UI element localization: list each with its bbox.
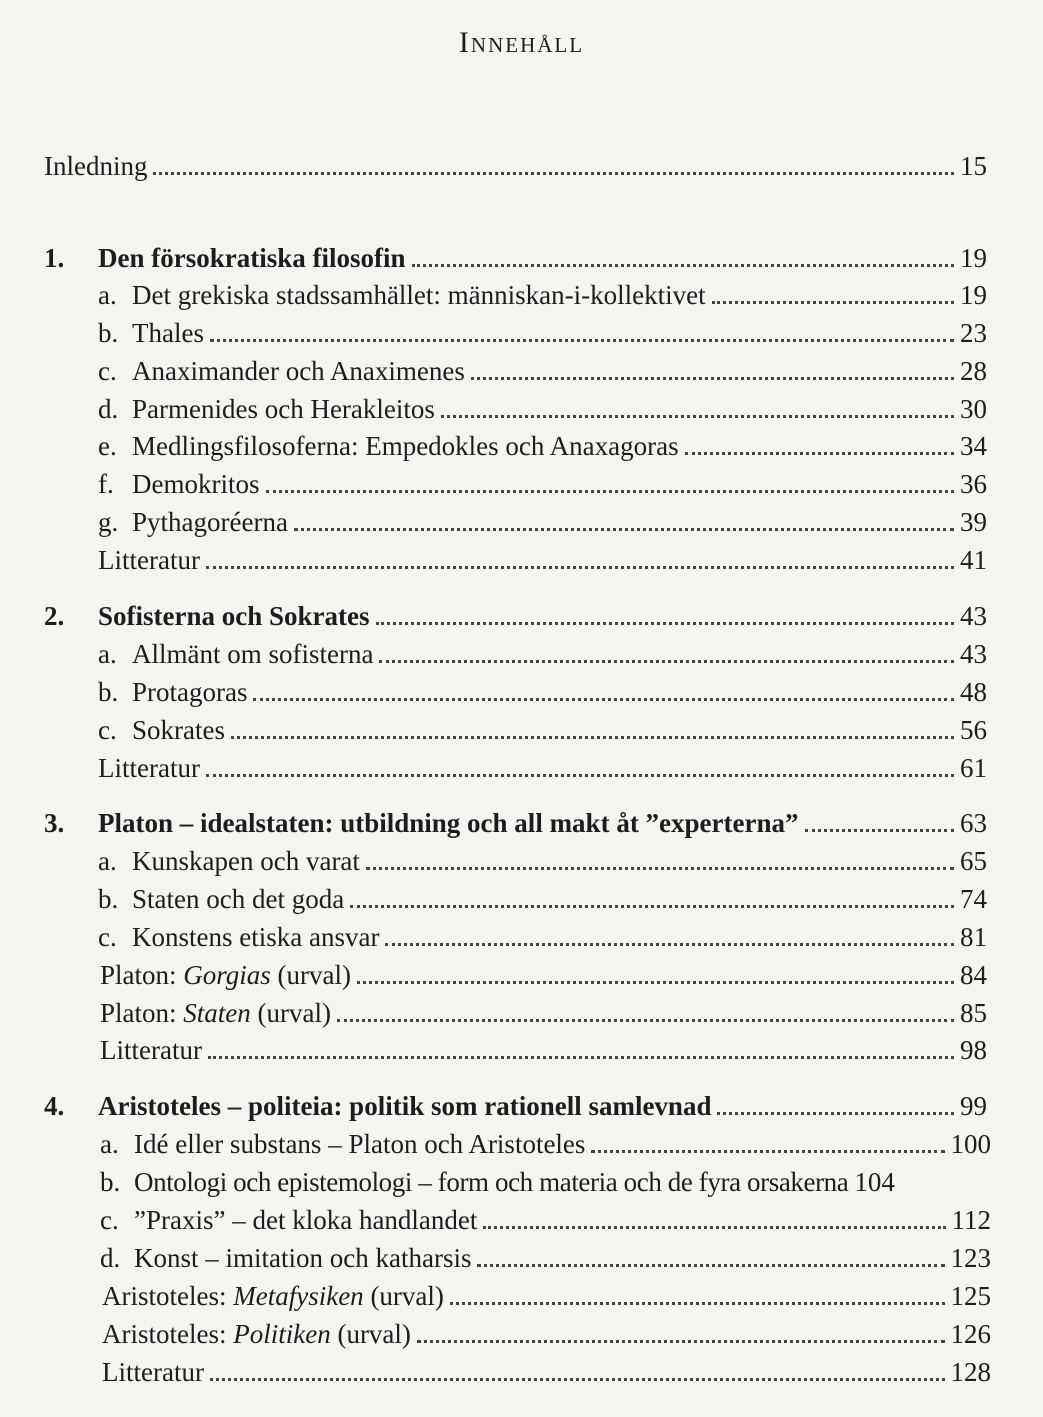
page-number: 65 (960, 846, 987, 876)
toc-entry-intro (44, 148, 987, 184)
page-number: 61 (960, 753, 987, 783)
toc-entry-excerpt (100, 957, 987, 993)
page-number: 85 (960, 998, 987, 1028)
page-number: 74 (960, 884, 987, 914)
leader-dots (208, 1055, 954, 1059)
entry-letter: b. (100, 1167, 121, 1197)
entry-letter: a. (98, 639, 117, 669)
toc-entry-literature (100, 1032, 987, 1068)
entry-letter: c. (98, 922, 117, 952)
page-number: 98 (960, 1035, 987, 1065)
leader-dots (717, 1111, 954, 1115)
entry-label: Staten och det goda (132, 884, 345, 914)
toc-entry (98, 315, 987, 351)
entry-label: Anaximander och Anaximenes (132, 356, 465, 386)
toc-entry (98, 504, 987, 540)
leader-dots (206, 565, 954, 569)
chapter-title: Sofisterna och Sokrates (98, 601, 370, 631)
work-title: Politiken (233, 1319, 331, 1349)
entry-letter: a. (100, 1129, 119, 1159)
toc-entry (98, 919, 987, 955)
page-number: 39 (960, 507, 987, 537)
leader-dots (153, 171, 954, 175)
chapter-number: 4. (44, 1091, 65, 1121)
page-number: 15 (960, 151, 987, 181)
entry-letter: b. (98, 677, 119, 707)
toc-entry-literature (98, 750, 987, 786)
entry-label: Demokritos (132, 469, 260, 499)
entry-label: Aristoteles: Metafysiken (urval) (102, 1281, 444, 1311)
entry-label: Parmenides och Herakleitos (132, 394, 435, 424)
chapter-title: Den försokratiska filosofin (98, 243, 406, 273)
entry-letter: b. (98, 884, 119, 914)
leader-dots (441, 414, 954, 418)
leader-dots (253, 697, 954, 701)
page-number: 128 (950, 1357, 991, 1387)
page-number: 28 (960, 356, 987, 386)
leader-dots (357, 980, 954, 984)
entry-label: Pythagoréerna (132, 507, 288, 537)
entry-letter: d. (98, 394, 119, 424)
leader-dots (417, 1339, 945, 1343)
entry-label: Kunskapen och varat (132, 846, 360, 876)
chapter-title: Aristoteles – politeia: politik som rationell samlevnad (98, 1091, 712, 1121)
chapter-title: Platon – idealstaten: utbildning och all makt åt ”experterna” (98, 808, 799, 838)
entry-label: Det grekiska stadssamhället: människan-i-kollektivet (132, 280, 706, 310)
chapter-number: 3. (44, 808, 65, 838)
page-number: 56 (960, 715, 987, 745)
entry-letter: d. (100, 1243, 121, 1273)
entry-label: Allmänt om sofisterna (132, 639, 374, 669)
entry-label: Litteratur (98, 753, 200, 783)
toc-entry (98, 881, 987, 917)
entry-label: Ontologi och epistemologi – form och materia och de fyra orsakerna (134, 1167, 849, 1197)
page-number: 126 (950, 1319, 991, 1349)
leader-dots (337, 1018, 954, 1022)
page-number: 100 (950, 1129, 991, 1159)
leader-dots (294, 527, 954, 531)
entry-letter: g. (98, 507, 119, 537)
work-title: Metafysiken (233, 1281, 364, 1311)
leader-dots (266, 489, 955, 493)
leader-dots (412, 263, 954, 267)
toc-chapter-3 (44, 805, 987, 841)
leader-dots (379, 659, 954, 663)
entry-label: Protagoras (132, 677, 248, 707)
page-number: 30 (960, 394, 987, 424)
entry-letter: c. (100, 1205, 119, 1235)
work-title: Staten (183, 998, 251, 1028)
toc-entry (98, 674, 987, 710)
page-number: 43 (960, 639, 987, 669)
page-number: 123 (950, 1243, 991, 1273)
leader-dots (210, 338, 954, 342)
page-number: 36 (960, 469, 987, 499)
entry-letter: c. (98, 715, 117, 745)
entry-label: ”Praxis” – det kloka handlandet (134, 1205, 478, 1235)
leader-dots (450, 1301, 945, 1305)
chapter-number: 1. (44, 243, 65, 273)
toc-chapter-2 (44, 598, 987, 634)
entry-letter: a. (98, 280, 117, 310)
entry-label: Sokrates (132, 715, 225, 745)
entry-letter: c. (98, 356, 117, 386)
entry-letter: b. (98, 318, 119, 348)
toc-entry (98, 391, 987, 427)
entry-label: Konstens etiska ansvar (132, 922, 380, 952)
page-number: 43 (960, 601, 987, 631)
page-number: 99 (960, 1091, 987, 1121)
work-title: Gorgias (183, 960, 271, 990)
entry-label: Litteratur (102, 1357, 204, 1387)
toc-entry (100, 1164, 991, 1200)
page-number: 41 (960, 545, 987, 575)
leader-dots (366, 866, 954, 870)
toc-entry (98, 277, 987, 313)
entry-label: Aristoteles: Politiken (urval) (102, 1319, 411, 1349)
page-number: 34 (960, 431, 987, 461)
leader-dots (685, 451, 954, 455)
page-title: Innehåll (458, 26, 585, 59)
entry-label: Konst – imitation och katharsis (134, 1243, 472, 1273)
page-number: 112 (951, 1205, 991, 1235)
toc-entry (98, 843, 987, 879)
page-number: 81 (960, 922, 987, 952)
entry-label: Idé eller substans – Platon och Aristoteles (134, 1129, 586, 1159)
entry-letter: e. (98, 431, 117, 461)
entry-label: Medlingsfilosoferna: Empedokles och Anaxagoras (132, 431, 679, 461)
leader-dots (350, 904, 954, 908)
toc-entry-excerpt (102, 1316, 991, 1352)
toc-chapter-4 (44, 1088, 987, 1124)
leader-dots (483, 1225, 945, 1229)
toc-entry (98, 428, 987, 464)
chapter-number: 2. (44, 601, 65, 631)
leader-dots (591, 1149, 944, 1153)
leader-dots (471, 376, 954, 380)
page-number: 84 (960, 960, 987, 990)
page-number: 48 (960, 677, 987, 707)
leader-dots (376, 621, 955, 625)
page-number: 23 (960, 318, 987, 348)
toc-chapter-1 (44, 240, 987, 276)
toc-entry-excerpt (100, 995, 987, 1031)
leader-dots (805, 828, 955, 832)
toc-entry-excerpt (102, 1278, 991, 1314)
toc-entry (98, 636, 987, 672)
page-number: 63 (960, 808, 987, 838)
entry-label: Thales (132, 318, 204, 348)
page-number: 104 (854, 1167, 895, 1197)
entry-label: Inledning (44, 151, 148, 181)
leader-dots (385, 942, 954, 946)
leader-dots (477, 1263, 944, 1267)
leader-dots (210, 1377, 945, 1381)
toc-entry-literature (102, 1354, 991, 1390)
page-number: 19 (960, 243, 987, 273)
toc-entry (100, 1202, 991, 1238)
leader-dots (712, 300, 954, 304)
toc-entry (98, 466, 987, 502)
leader-dots (231, 735, 954, 739)
toc-entry (98, 712, 987, 748)
toc-entry (100, 1240, 991, 1276)
entry-letter: a. (98, 846, 117, 876)
entry-label: Litteratur (98, 545, 200, 575)
toc-entry (100, 1126, 991, 1162)
entry-label: Platon: Gorgias (urval) (100, 960, 351, 990)
entry-label: Litteratur (100, 1035, 202, 1065)
toc-entry (98, 353, 987, 389)
entry-letter: f. (98, 469, 114, 499)
page-number: 19 (960, 280, 987, 310)
leader-dots (206, 773, 954, 777)
entry-label: Platon: Staten (urval) (100, 998, 331, 1028)
toc-entry-literature (98, 542, 987, 578)
page-number: 125 (950, 1281, 991, 1311)
